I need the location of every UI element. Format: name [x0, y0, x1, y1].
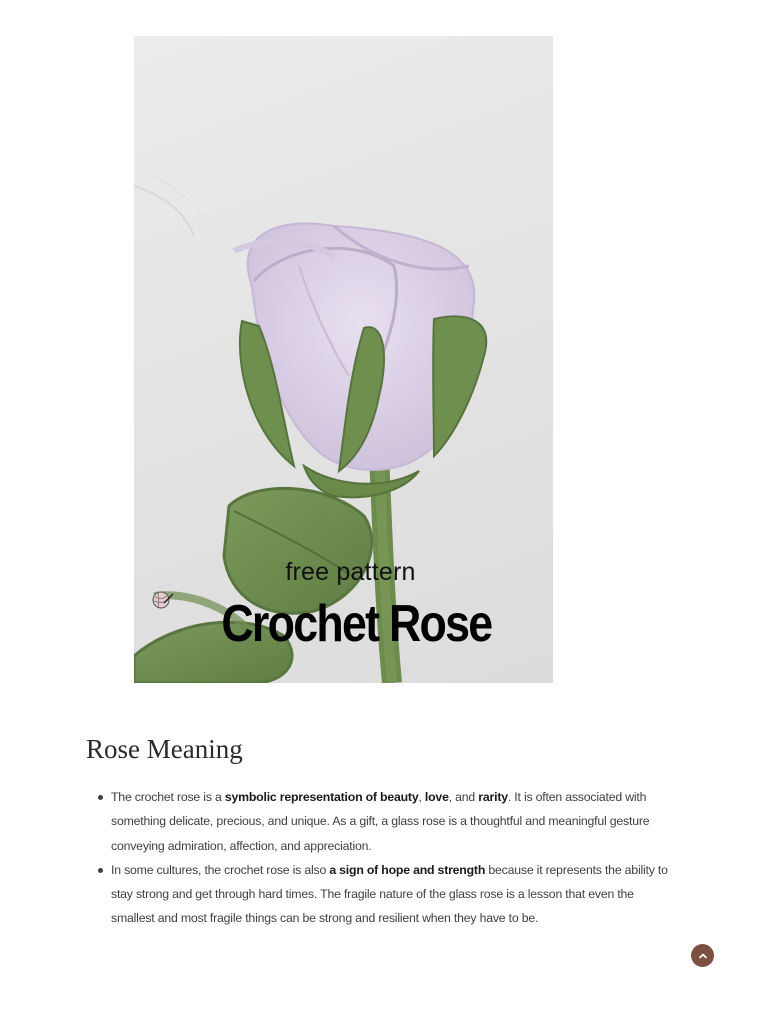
list-item-text: In some cultures, the crochet rose is also [111, 862, 330, 877]
rose-meaning-list [111, 785, 671, 931]
list-item-text: , and [448, 790, 479, 804]
hero-image [134, 36, 553, 683]
list-item-text: The crochet rose is a [111, 790, 225, 804]
list-item-text: because it represents the ability to stay strong and get through hard times. The fragile nature of the glass rose is a lesson that even the smallest and most fragile things can be strong and resilient when they have to be. [111, 862, 668, 926]
list-item-text: , [418, 790, 425, 804]
hero-overlay-title: Crochet Rose [221, 595, 492, 653]
list-item-bold: rarity [478, 790, 508, 804]
chevron-up-icon [698, 951, 708, 961]
list-item-bold: a sign of hope and strength [329, 862, 486, 877]
list-item [111, 785, 671, 858]
list-item-bold: love [424, 790, 449, 804]
list-item-text: . It is often associated with something delicate, precious, and unique. As a gift, a glass rose is a thoughtful and meaningful gesture conveying admiration, affection, and appreciation. [111, 790, 650, 853]
list-item-bold: symbolic representation of beauty [224, 790, 419, 804]
scroll-to-top-button[interactable] [691, 944, 714, 967]
section-title: Rose Meaning [86, 734, 243, 764]
overlay-subtitle-text: free pattern [285, 558, 416, 586]
list-item [111, 858, 671, 931]
